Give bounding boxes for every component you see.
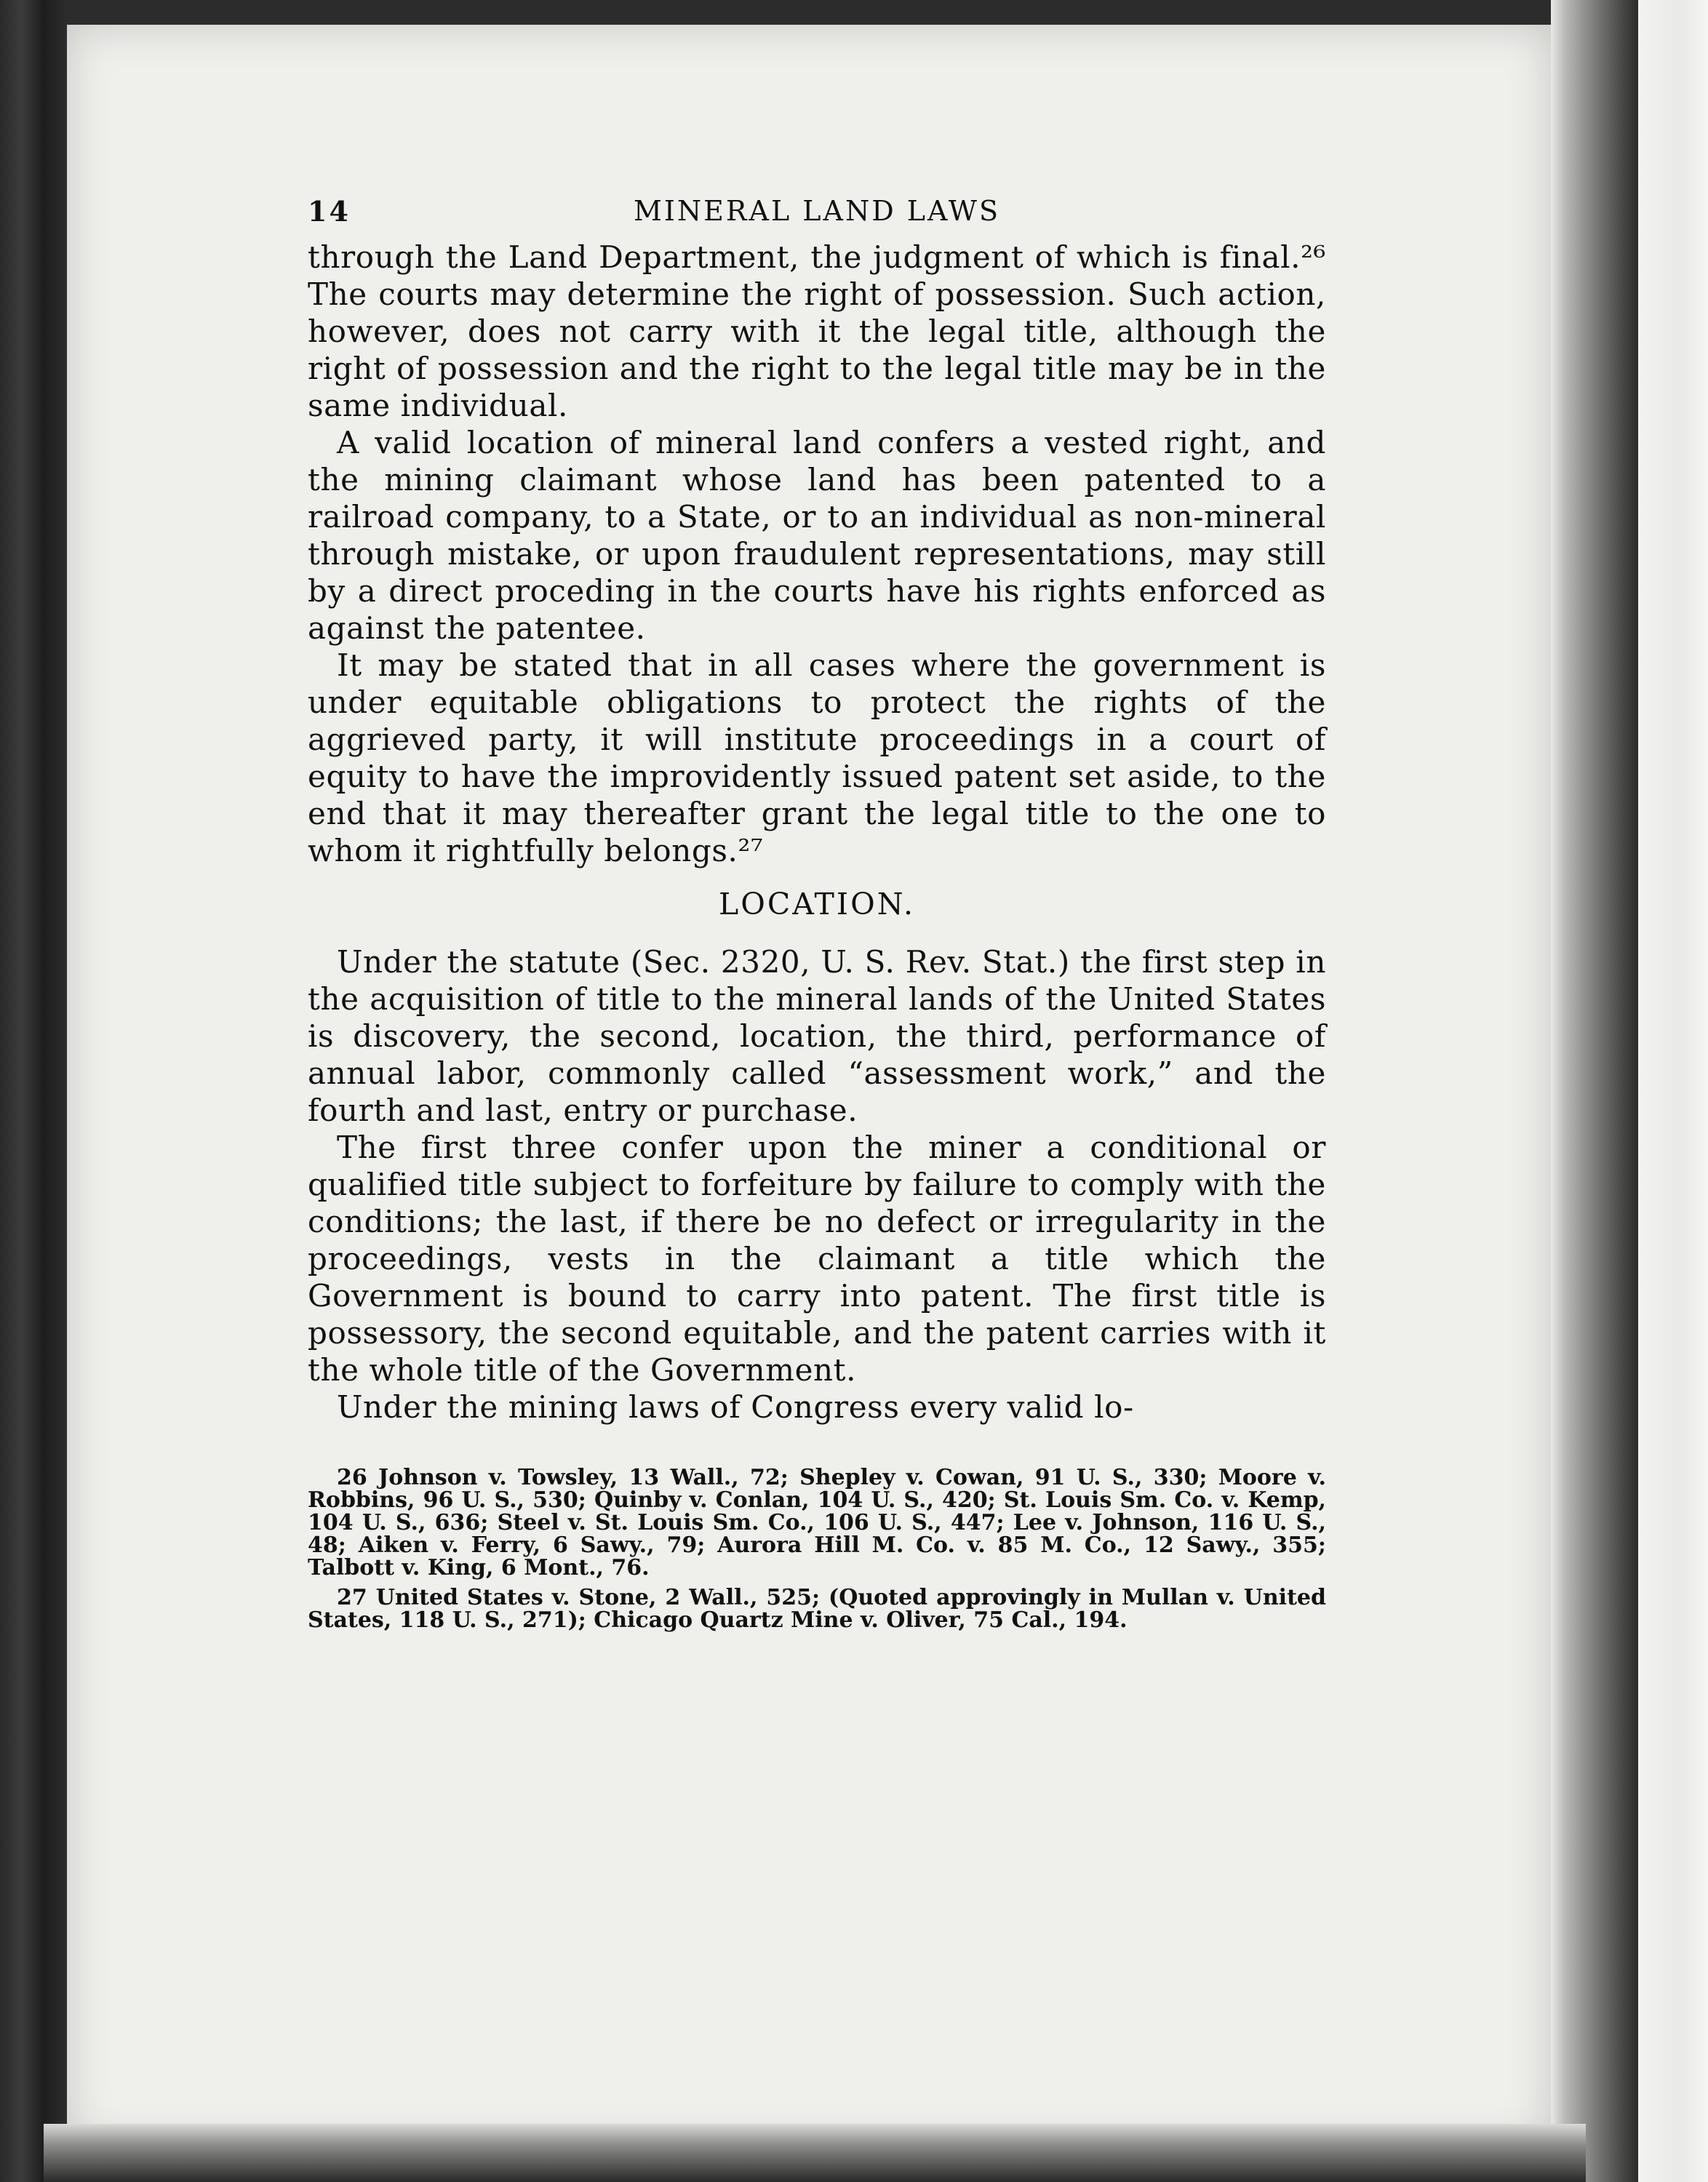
footnotes (308, 1466, 1326, 1631)
running-title: MINERAL LAND LAWS (634, 195, 1000, 227)
location-paragraph-1: Under the statute (Sec. 2320, U. S. Rev. Stat.) the first step in the acquisition of title to the mineral lands of the United States is discovery, the second, location, the third, performance of annual labor, commonly called “assessment work,” and the fourth and last, entry or purchase. (308, 944, 1326, 1128)
location-paragraph-2: The first three confer upon the miner a conditional or qualified title subject to forfeiture by failure to comply with the conditions; the last, if there be no defect or irregularity in the proceedings, vests in the claimant a title which the Government is bound to carry into patent. The first title is possessory, the second equitable, and the patent carries with it the whole title of the Government. (308, 1130, 1326, 1388)
paragraph-1: through the Land Department, the judgment of which is final.²⁶ The courts may determine the right of possession. Such action, however, does not carry with it the legal title, although the right of possession and the right to the legal title may be in the same individual. (308, 239, 1326, 423)
page-bottom-edge (44, 2124, 1586, 2182)
page-number: 14 (308, 195, 351, 228)
paragraph-2: A valid location of mineral land confers a vested right, and the mining claimant whose land has been patented to a railroad company, to a State, or to an individual as non-mineral through mistake, or upon fraudulent representations, may still by a direct proceding in the courts have his rights enforced as against the patentee. (308, 425, 1326, 646)
footnote-26: 26 Johnson v. Towsley, 13 Wall., 72; Shepley v. Cowan, 91 U. S., 330; Moore v. Robbins, 96 U. S., 530; Quinby v. Conlan, 104 U. S., 420; St. Louis Sm. Co. v. Kemp, 104 U. S., 636; Steel v. St. Louis Sm. Co., 106 U. S., 447; Lee v. Johnson, 116 U. S., 48; Aiken v. Ferry, 6 Sawy., 79; Aurora Hill M. Co. v. 85 M. Co., 12 Sawy., 355; Talbott v. King, 6 Mont., 76. (308, 1465, 1326, 1580)
book-spine (1551, 0, 1638, 2182)
footnote-27: 27 United States v. Stone, 2 Wall., 525; (Quoted approvingly in Mullan v. United States, 118 U. S., 271); Chicago Quartz Mine v. Oliver, 75 Cal., 194. (308, 1585, 1326, 1633)
paragraph-3: It may be stated that in all cases where the government is under equitable obligations to protect the rights of the aggrieved party, it will institute proceedings in a court of equity to have the improvidently issued patent set aside, to the end that it may thereafter grant the legal title to the one to whom it rightfully belongs.²⁷ (308, 647, 1326, 868)
facing-page-edge (1638, 0, 1708, 2182)
location-paragraph-3: Under the mining laws of Congress every valid lo- (337, 1389, 1134, 1425)
section-heading: LOCATION. (718, 887, 916, 922)
page-text-block (308, 195, 1326, 1639)
page-header (308, 195, 1326, 239)
